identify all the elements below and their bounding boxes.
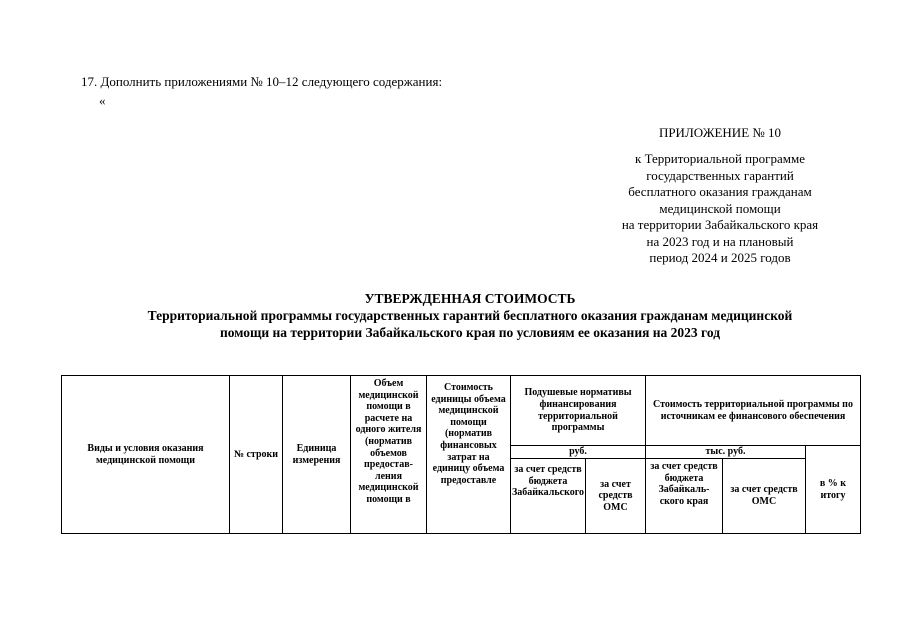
header-unit-thousand-rub: тыс. руб. — [646, 446, 806, 459]
header-budget-per-capita — [511, 459, 586, 534]
document-subtitle-line-1: Территориальной программы государственных гарантий бесплатного оказания гражданам медицинской — [147, 308, 793, 323]
header-budget-per-capita-text: за счет средств бюджета Забайкальского — [512, 464, 584, 499]
header-volume-text: Объем медицинской помощи в расчете на одного жителя (норматив объемов предостав-ления медицинской помощи в — [355, 378, 422, 505]
document-title: УТВЕРЖДЕННАЯ СТОИМОСТЬ — [364, 291, 576, 306]
appendix-line: бесплатного оказания гражданам — [628, 184, 812, 199]
intro-text: 17. Дополнить приложениями № 10–12 следующего содержания: — [81, 74, 443, 89]
appendix-title: ПРИЛОЖЕНИЕ № 10 — [658, 125, 782, 140]
appendix-line: на территории Забайкальского края — [621, 217, 819, 232]
header-unit-cost-text: Стоимость единицы объема медицинской помощи (норматив финансовых затрат на единицу объема предоставле — [431, 382, 506, 486]
cost-table — [61, 375, 861, 534]
header-row-number: № строки — [230, 376, 283, 534]
appendix-line: период 2024 и 2025 годов — [649, 250, 791, 265]
header-unit-rub: руб. — [511, 446, 646, 459]
header-oms-per-capita: за счет средств ОМС — [586, 459, 646, 534]
header-total-program-cost: Стоимость территориальной программы по источникам ее финансового обеспечения — [646, 376, 861, 446]
appendix-line: государственных гарантий — [646, 167, 794, 183]
header-budget-total-text: за счет средств бюджета Забайкаль-ского края — [650, 461, 718, 507]
header-unit-cost — [427, 376, 511, 534]
header-types-of-care: Виды и условия оказания медицинской помощи — [62, 376, 230, 534]
header-percent-of-total: в % к итогу — [806, 446, 861, 534]
document-subtitle-line-2: помощи на территории Забайкальского края по условиям ее оказания на 2023 год — [219, 325, 721, 340]
header-per-capita-norms: Подушевые нормативы финансирования территориальной программы — [511, 376, 646, 446]
appendix-line: к Территориальной программе — [635, 151, 805, 166]
header-volume-per-capita — [351, 376, 427, 534]
header-budget-total — [646, 459, 723, 534]
opening-quote: « — [99, 93, 106, 108]
header-oms-total: за счет средств ОМС — [723, 459, 806, 534]
header-unit: Единица измерения — [283, 376, 351, 534]
appendix-line: на 2023 год и на плановый — [646, 233, 794, 249]
appendix-caption — [560, 151, 880, 267]
appendix-line: медицинской помощи — [659, 200, 781, 216]
